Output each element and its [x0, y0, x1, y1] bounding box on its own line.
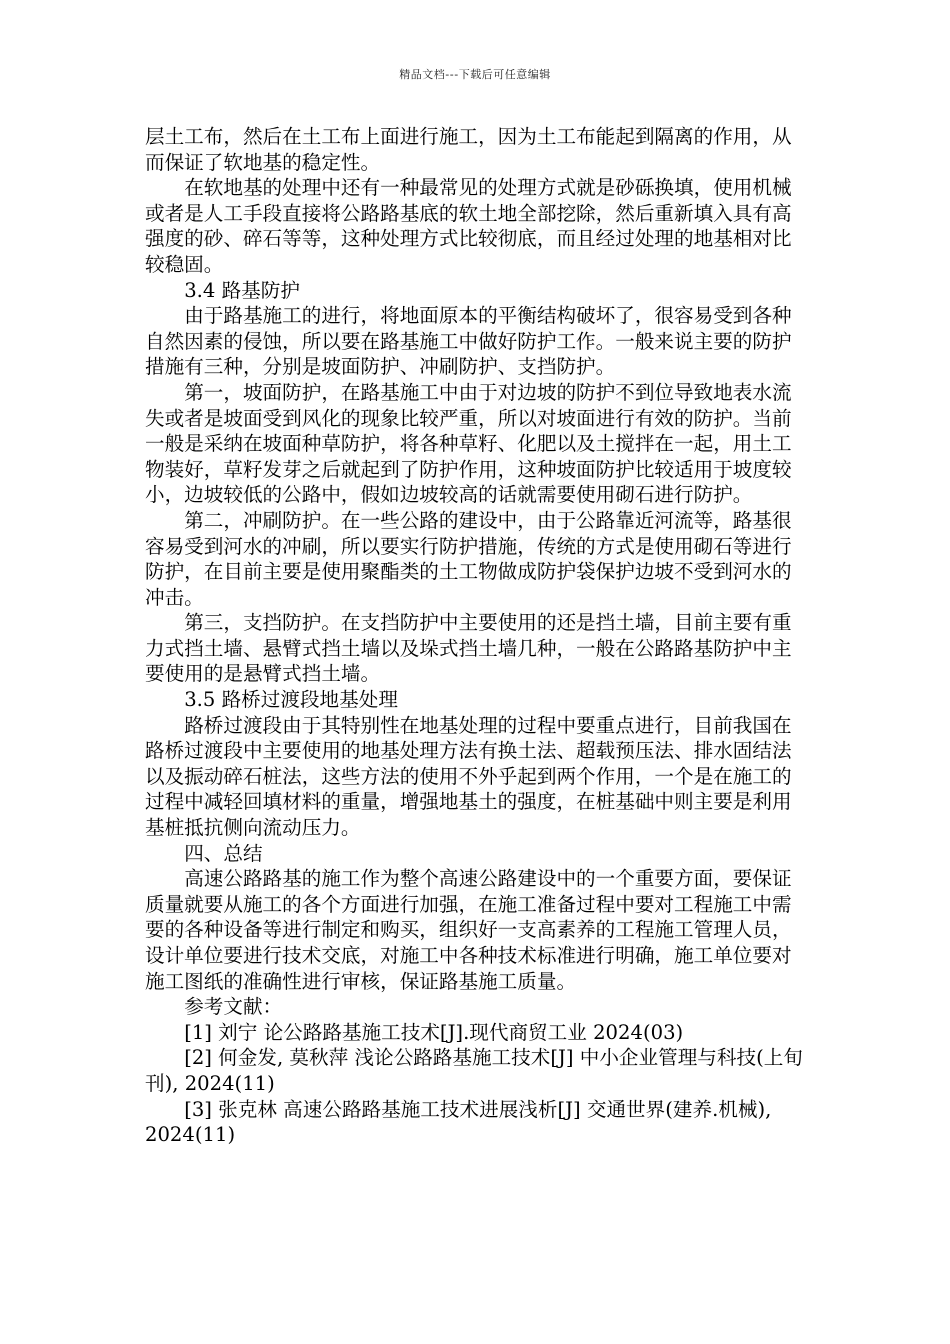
paragraph: 第一，坡面防护，在路基施工中由于对边坡的防护不到位导致地表水流失或者是坡面受到风化的现象比较严重，所以对坡面进行有效的防护。当前一般是采纳在坡面种草防护，将各种草籽、化肥以及土搅拌在一起，用土工物装好，草籽发芽之后就起到了防护作用，这种坡面防护比较适用于坡度较小，边坡较低的公路中，假如边坡较高的话就需要使用砌石进行防护。 [145, 380, 792, 507]
paragraph: 由于路基施工的进行，将地面原本的平衡结构破坏了，很容易受到各种自然因素的侵蚀，所以要在路基施工中做好防护工作。一般来说主要的防护措施有三种，分别是坡面防护、冲刷防护、支挡防护。 [145, 304, 792, 379]
reference-item: [1] 刘宁 论公路路基施工技术[J].现代商贸工业 2024(03) [184, 1020, 684, 1044]
paragraph: 第三，支挡防护。在支挡防护中主要使用的还是挡土墙，目前主要有重力式挡土墙、悬臂式挡土墙以及垛式挡土墙几种，一般在公路路基防护中主要使用的是悬臂式挡土墙。 [145, 611, 792, 686]
paragraph: 第二，冲刷防护。在一些公路的建设中，由于公路靠近河流等，路基很容易受到河水的冲刷，所以要实行防护措施，传统的方式是使用砌石等进行防护，在目前主要是使用聚酯类的土工物做成防护袋保护边坡不受到河水的冲击。 [145, 508, 792, 609]
paragraph: 高速公路路基的施工作为整个高速公路建设中的一个重要方面，要保证质量就要从施工的各个方面进行加强，在施工准备过程中要对工程施工中需要的各种设备等进行制定和购买，组织好一支高素养的工程施工管理人员，设计单位要进行技术交底，对施工中各种技术标准进行明确，施工单位要对施工图纸的准确性进行审核，保证路基施工质量。 [145, 867, 792, 993]
paragraph: 层土工布，然后在土工布上面进行施工，因为土工布能起到隔离的作用，从而保证了软地基的稳定性。 [145, 125, 792, 174]
document-body [145, 124, 808, 1148]
reference-item: [2] 何金发, 莫秋萍 浅论公路路基施工技术[J] 中小企业管理与科技(上旬刊), 2024(11) [145, 1046, 803, 1095]
paragraph: 在软地基的处理中还有一种最常见的处理方式就是砂砾换填，使用机械或者是人工手段直接将公路路基底的软土地全部挖除，然后重新填入具有高强度的砂、碎石等等，这种处理方式比较彻底，而且经过处理的地基相对比较稳固。 [145, 176, 792, 276]
page-header: 精品文档---下载后可任意编辑 [399, 68, 551, 81]
section-heading: 3.5 路桥过渡段地基处理 [184, 688, 398, 712]
section-heading: 四、总结 [184, 841, 263, 865]
section-heading: 3.4 路基防护 [184, 278, 300, 302]
references-heading: 参考文献： [184, 995, 283, 1019]
paragraph: 路桥过渡段由于其特别性在地基处理的过程中要重点进行，目前我国在路桥过渡段中主要使用的地基处理方法有换土法、超载预压法、排水固结法以及振动碎石桩法，这些方法的使用不外乎起到两个作用，一个是在施工的过程中减轻回填材料的重量，增强地基土的强度，在桩基础中则主要是利用基桩抵抗侧向流动压力。 [145, 713, 792, 840]
reference-item: [3] 张克林 高速公路路基施工技术进展浅析[J] 交通世界(建养.机械), 2024(11) [145, 1097, 772, 1147]
